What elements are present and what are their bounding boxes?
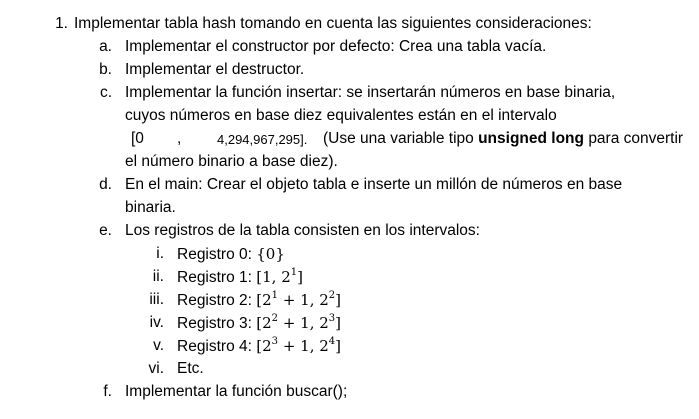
item-c-interval-comma: , — [177, 130, 182, 147]
item-d-line1: En el main: Crear el objeto tabla e inserte un millón de números en base — [125, 176, 623, 193]
subitem-math: [$2^2 + 1$, $2^3$] — [256, 313, 342, 332]
subitem-marker: iv. — [149, 314, 164, 331]
subitem-marker: i. — [156, 245, 164, 262]
item-d-marker: d. — [99, 176, 112, 193]
subitem-marker: vi. — [148, 360, 164, 377]
subitem-label: Registro 3: — [177, 315, 252, 332]
subitem-marker: iii. — [149, 291, 164, 308]
item-c-line1: Implementar la función insertar: se insertarán números en base binaria, — [125, 84, 616, 101]
item-b-text: Implementar el destructor. — [125, 61, 305, 78]
item-c-line3-b: para convertir — [588, 130, 684, 147]
item-c-marker: c. — [99, 84, 112, 101]
bold-term: unsigned long — [478, 130, 584, 147]
item-c-line3 — [323, 129, 683, 149]
subitem-0 — [177, 244, 285, 265]
item-e-marker: e. — [99, 222, 112, 239]
item-c-line3-a: (Use una variable tipo — [323, 130, 474, 147]
item-1-number: 1. — [55, 15, 68, 32]
subitem-math: [1, $2^1$] — [256, 267, 303, 286]
subitem-marker: v. — [153, 337, 164, 354]
item-d-line2: binaria. — [125, 199, 176, 216]
item-c-line2: cuyos números en base diez equivalentes están en el intervalo — [125, 107, 557, 124]
subitem-1 — [177, 267, 303, 288]
item-e-text: Los registros de la tabla consisten en los intervalos: — [125, 222, 480, 239]
subitem-marker: ii. — [152, 268, 164, 285]
item-f-marker: f. — [103, 383, 112, 400]
subitem-math: [$2^1 + 1$, $2^2$] — [256, 290, 342, 309]
subitem-math: {0} — [256, 245, 285, 263]
subitem-label: Registro 2: — [177, 292, 252, 309]
item-f-text: Implementar la función buscar(); — [125, 383, 348, 400]
subitem-label: Registro 4: — [177, 338, 252, 355]
subitem-math: [$2^3 + 1$, $2^4$] — [256, 336, 342, 355]
item-c-interval-max: 4,294,967,295]. — [217, 132, 308, 147]
subitem-2 — [177, 290, 341, 311]
subitem-3 — [177, 313, 341, 334]
subitem-5-label: Etc. — [177, 360, 204, 377]
item-a-text: Implementar el constructor por defecto: Crea una tabla vacía. — [125, 38, 547, 55]
subitem-label: Registro 1: — [177, 269, 252, 286]
item-a-marker: a. — [99, 38, 112, 55]
subitem-label: Registro 0: — [177, 246, 252, 263]
item-c-line4: el número binario a base diez). — [125, 153, 338, 170]
item-1-text: Implementar tabla hash tomando en cuenta las siguientes consideraciones: — [74, 15, 592, 32]
item-c-interval-open: [0 — [131, 130, 144, 147]
subitem-4 — [177, 336, 341, 357]
item-b-marker: b. — [99, 61, 112, 78]
